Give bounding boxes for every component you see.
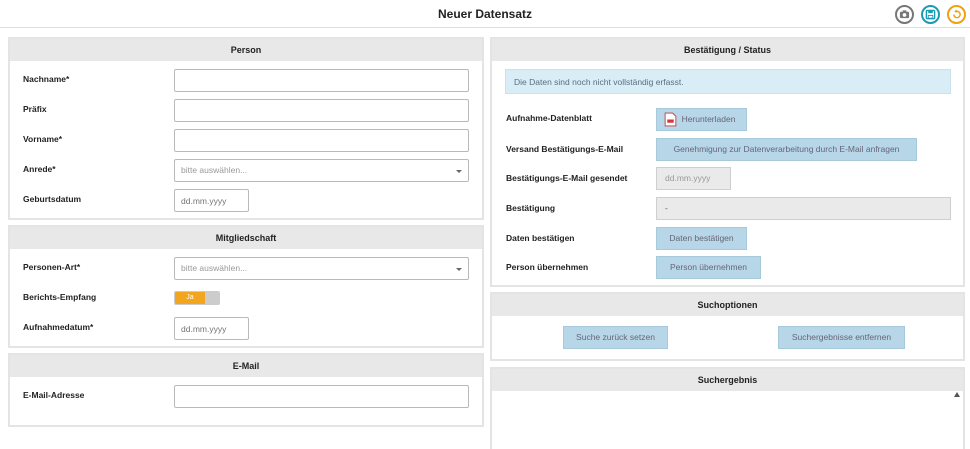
- page-title: Neuer Datensatz: [437, 7, 533, 21]
- gesendet-label: Bestätigungs-E-Mail gesendet: [506, 173, 628, 183]
- anrede-label: Anrede*: [23, 164, 56, 174]
- daten-bestaetigen-button[interactable]: Daten bestätigen: [656, 227, 747, 250]
- geburtsdatum-input[interactable]: [174, 189, 249, 212]
- suchoptionen-panel-title: Suchoptionen: [492, 294, 963, 316]
- vorname-label: Vorname*: [23, 134, 63, 144]
- top-bar: [0, 0, 970, 28]
- aufnahmedatum-label: Aufnahmedatum*: [23, 322, 94, 332]
- personenart-label: Personen-Art*: [23, 262, 81, 272]
- toggle-knob: [205, 292, 220, 304]
- geburtsdatum-label: Geburtsdatum: [23, 194, 82, 204]
- datenblatt-label: Aufnahme-Datenblatt: [506, 113, 592, 123]
- toggle-on-label: Ja: [175, 292, 205, 304]
- person-panel-title: Person: [10, 39, 482, 61]
- suchergebnisse-entfernen-button[interactable]: Suchergebnisse entfernen: [778, 326, 905, 349]
- status-info-message: Die Daten sind noch nicht vollständig erfasst.: [505, 69, 951, 94]
- bestaetigung-panel-title: Bestätigung / Status: [492, 39, 963, 61]
- scrollbar-up-arrow[interactable]: [954, 392, 960, 397]
- berichts-empfang-toggle[interactable]: [174, 291, 220, 305]
- nachname-input[interactable]: [174, 69, 469, 92]
- bestaetigung-value-field: -: [656, 197, 951, 220]
- genehmigung-anfragen-button[interactable]: Genehmigung zur Datenverarbeitung durch E-Mail anfragen: [656, 138, 917, 161]
- save-icon[interactable]: [921, 5, 940, 24]
- gesendet-date-field: dd.mm.yyyy: [656, 167, 731, 190]
- bestaetigung-label: Bestätigung: [506, 203, 556, 213]
- email-adresse-label: E-Mail-Adresse: [23, 390, 85, 400]
- suchergebnis-panel: [490, 367, 965, 449]
- person-uebernehmen-label: Person übernehmen: [506, 262, 589, 272]
- personenart-select[interactable]: bitte auswählen...: [174, 257, 469, 280]
- berichts-empfang-label: Berichts-Empfang: [23, 292, 97, 302]
- mitgliedschaft-panel-title: Mitgliedschaft: [10, 227, 482, 249]
- daten-bestaetigen-label: Daten bestätigen: [506, 233, 575, 243]
- anrede-select[interactable]: bitte auswählen...: [174, 159, 469, 182]
- person-uebernehmen-button[interactable]: Person übernehmen: [656, 256, 761, 279]
- pdf-icon: [664, 112, 677, 127]
- versand-label: Versand Bestätigungs-E-Mail: [506, 144, 624, 154]
- aufnahmedatum-input[interactable]: [174, 317, 249, 340]
- praefix-label: Präfix: [23, 104, 47, 114]
- email-panel-title: E-Mail: [10, 355, 482, 377]
- suche-zuruecksetzen-button[interactable]: Suche zurück setzen: [563, 326, 668, 349]
- vorname-input[interactable]: [174, 129, 469, 152]
- suchergebnis-panel-title: Suchergebnis: [492, 369, 963, 391]
- camera-icon[interactable]: [895, 5, 914, 24]
- nachname-label: Nachname*: [23, 74, 70, 84]
- herunterladen-label: Herunterladen: [681, 114, 736, 124]
- herunterladen-button[interactable]: [656, 108, 747, 131]
- undo-icon[interactable]: [947, 5, 966, 24]
- email-adresse-input[interactable]: [174, 385, 469, 408]
- praefix-input[interactable]: [174, 99, 469, 122]
